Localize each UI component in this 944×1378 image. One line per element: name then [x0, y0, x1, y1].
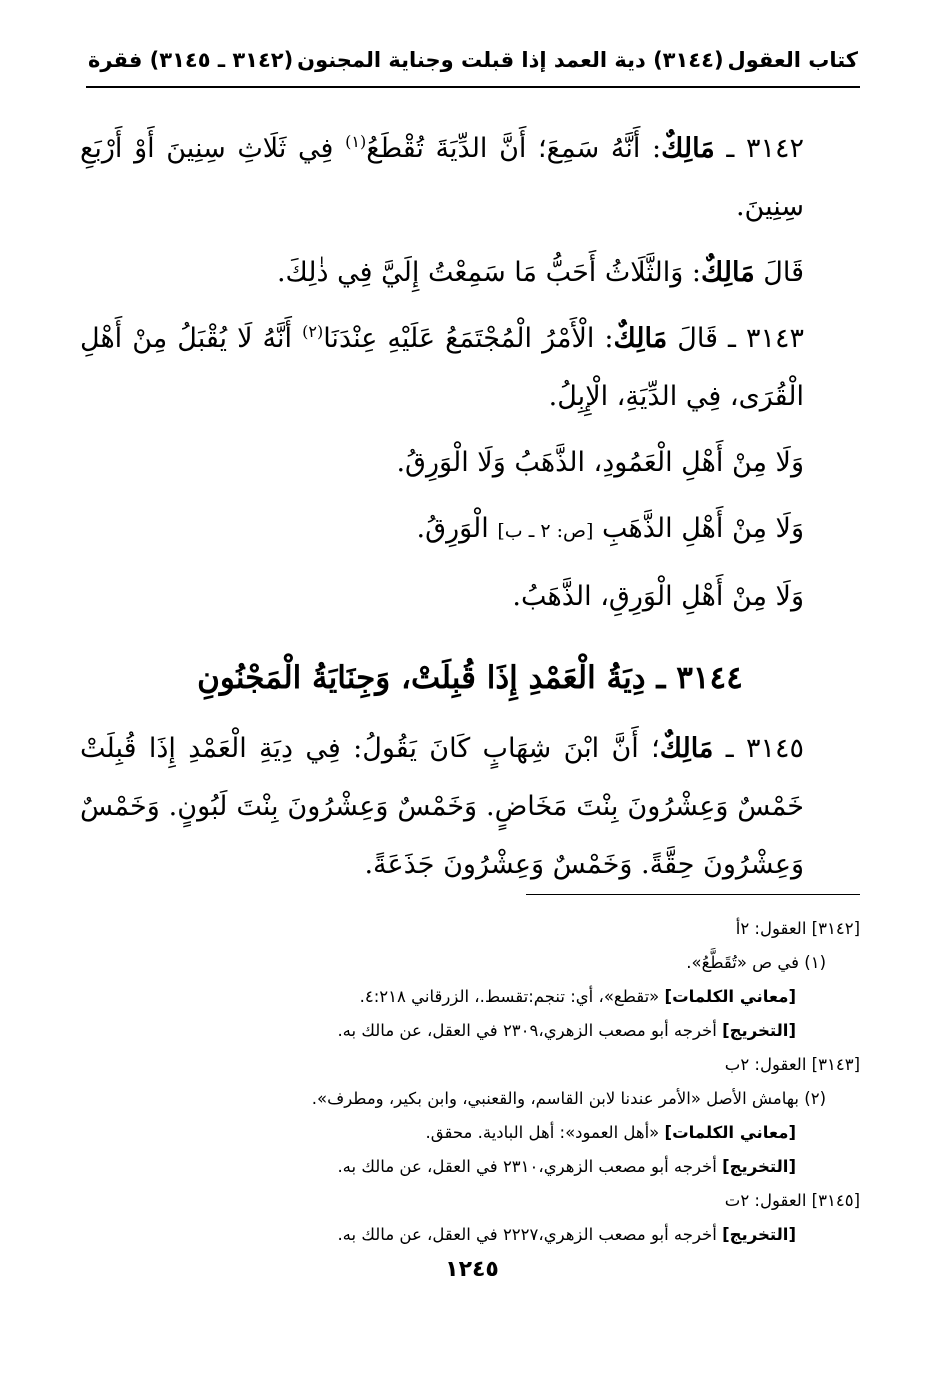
footnote-text: «تقطع»، أي: تنجم:تقسط.، الزرقاني ٤:٢١٨. [359, 987, 665, 1006]
paragraph-number: ٣١٤٥ ـ [725, 733, 804, 764]
running-header [88, 42, 858, 78]
footnote-item: (٢) بهامش الأصل «الأمر عندنا لابن القاسم، والقعنبي، وابن بكير، ومطرف». [311, 1089, 826, 1108]
footnote-text: أخرجه أبو مصعب الزهري،٢٣٠٩ في العقل، عن مالك به. [337, 1021, 723, 1040]
paragraph-text: الْوَرِقُ. [416, 513, 498, 544]
paragraph-text: ؛ أَنَّ ابْنَ شِهَابٍ كَانَ يَقُولُ: فِي دِيَةِ الْعَمْدِ إِذَا قُبِلَتْ خَمْسٌ وَعِشْرُونَ بِنْتَ مَخَاضٍ. وَخَمْسٌ وَعِشْرُونَ بِنْتَ لَبُونٍ. وَخَمْسٌ وَعِشْرُونَ حِقَّةً. وَخَمْسٌ وَعِشْرُونَ جَذَعَةً. [80, 733, 804, 880]
header-paragraph-range: (٣١٤٢ ـ ٣١٤٥) فقرة [88, 48, 294, 72]
footnote-source: [٣١٤٢] العقول: ٢أ [735, 919, 860, 938]
text-line: وَلَا مِنْ أَهْلِ الْعَمُودِ، الذَّهَبُ وَلَا الْوَرِقُ. [396, 447, 804, 478]
paragraph-text: قَالَ [754, 257, 804, 288]
footnote-text: «أهل العمود»: أهل البادية. محقق. [425, 1123, 665, 1142]
footnote-item [180, 1116, 860, 1150]
footnote-item [180, 1150, 860, 1184]
footnote-source: [٣١٤٥] العقول: ٢ت [724, 1191, 860, 1210]
text-line [80, 500, 860, 560]
page-number: ١٢٤٥ [445, 1257, 499, 1282]
paragraph-3142 [80, 120, 860, 236]
paragraph-text: : أَنَّهُ سَمِعَ؛ أَنَّ الدِّيَةَ تُقْطَعُ [366, 133, 662, 164]
paragraph-3145 [80, 720, 860, 894]
footnote-tag: [التخريج] [722, 1021, 796, 1040]
footnote-tag: [معاني الكلمات] [664, 1123, 796, 1142]
manuscript-page-marker: [ص: ٢ ـ ب] [497, 520, 594, 542]
paragraph-text: : وَالثَّلَاثُ أَحَبُّ مَا سَمِعْتُ إِلَيَّ فِي ذٰلِكَ. [276, 257, 701, 288]
footnote-item: (١) في ص «تُقَطَّعُ». [686, 953, 826, 972]
footnote-source: [٣١٤٣] العقول: ٢ب [724, 1055, 860, 1074]
header-rule [86, 86, 860, 88]
footnote-item [180, 980, 860, 1014]
footnote-text: أخرجه أبو مصعب الزهري،٢٢٢٧ في العقل، عن مالك به. [337, 1225, 723, 1244]
paragraph-number: ٣١٤٣ ـ [728, 323, 805, 354]
paragraph-number: ٣١٤٢ ـ [726, 133, 804, 164]
narrator-name: مَالِكٌ [659, 733, 714, 764]
narrator-name: مَالِكٌ [700, 257, 755, 288]
paragraph-text: : الْأَمْرُ الْمُجْتَمَعُ عَلَيْهِ عِنْدَنَا [323, 323, 614, 354]
paragraph-text: أَنَّهُ لَا يُقْبَلُ مِنْ أَهْلِ الْقُرَى، فِي الدِّيَةِ، الْإِبِلُ. [80, 323, 804, 412]
header-book-title: كتاب العقول [727, 48, 858, 72]
chapter-heading: ٣١٤٤ ـ دِيَةُ الْعَمْدِ إِذَا قُبِلَتْ، وَجِنَايَةُ الْمَجْنُونِ [197, 660, 743, 696]
footnote-tag: [التخريج] [722, 1157, 796, 1176]
footnotes [180, 912, 860, 1252]
paragraph-3142-comment [80, 244, 860, 302]
footnote-ref-2[interactable]: (٢) [302, 322, 324, 341]
footnote-separator [526, 894, 860, 895]
footnote-item [180, 1014, 860, 1048]
narrator-name: مَالِكٌ [613, 323, 668, 354]
footnote-item [180, 1218, 860, 1252]
narrator-name: مَالِكٌ [661, 133, 715, 164]
footnote-ref-1[interactable]: (١) [345, 132, 367, 151]
text-line: وَلَا مِنْ أَهْلِ الْوَرِقِ، الذَّهَبُ. [512, 581, 804, 612]
paragraph-text: وَلَا مِنْ أَهْلِ الذَّهَبِ [593, 513, 804, 544]
header-chapter-title: (٣١٤٤) دية العمد إذا قبلت وجناية المجنون [297, 48, 724, 72]
footnote-tag: [معاني الكلمات] [664, 987, 796, 1006]
paragraph-3143 [80, 310, 860, 426]
paragraph-text: فِي ثَلَاثِ سِنِينَ أَوْ أَرْبَعِ سِنِينَ. [80, 133, 804, 222]
paragraph-text: قَالَ [667, 323, 729, 354]
main-text [80, 120, 860, 894]
footnote-tag: [التخريج] [722, 1225, 796, 1244]
footnote-text: أخرجه أبو مصعب الزهري،٢٣١٠ في العقل، عن مالك به. [337, 1157, 723, 1176]
